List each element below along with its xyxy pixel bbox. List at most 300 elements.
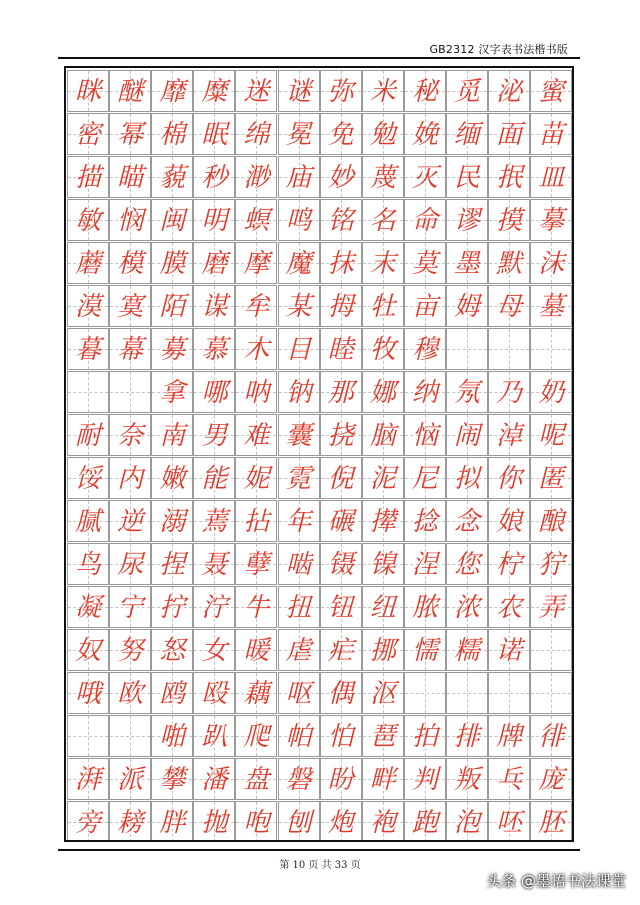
character: 蔑 bbox=[369, 163, 396, 193]
grid-cell bbox=[109, 457, 151, 499]
grid-cell bbox=[404, 801, 446, 842]
grid-cell bbox=[446, 113, 488, 155]
grid-cell bbox=[151, 242, 193, 284]
grid-cell bbox=[278, 672, 320, 714]
character: 殴 bbox=[201, 679, 228, 709]
watermark: 头条 @墨语书法课堂 bbox=[486, 872, 626, 890]
character: 泡 bbox=[453, 808, 480, 838]
character: 谬 bbox=[453, 206, 480, 236]
character: 旁 bbox=[75, 808, 102, 838]
character: 秘 bbox=[411, 77, 438, 107]
character: 胖 bbox=[159, 808, 186, 838]
character: 糯 bbox=[453, 636, 480, 666]
character: 某 bbox=[285, 292, 312, 322]
grid-cell bbox=[67, 457, 109, 499]
grid-cell bbox=[446, 371, 488, 413]
grid-cell bbox=[151, 285, 193, 327]
cell-guide-vertical bbox=[467, 673, 468, 713]
grid-cell bbox=[67, 70, 109, 112]
grid-cell bbox=[362, 328, 404, 370]
grid-cell bbox=[320, 500, 362, 542]
grid-cell bbox=[193, 500, 235, 542]
cell-guide-vertical bbox=[130, 372, 131, 412]
character: 拇 bbox=[327, 292, 354, 322]
grid-cell bbox=[235, 113, 277, 155]
grid-cell bbox=[320, 70, 362, 112]
grid-cell bbox=[151, 199, 193, 241]
cell-guide-vertical bbox=[509, 329, 510, 369]
grid-cell bbox=[488, 199, 530, 241]
character: 睦 bbox=[327, 335, 354, 365]
character: 捻 bbox=[411, 507, 438, 537]
grid-cell bbox=[109, 242, 151, 284]
character: 磨 bbox=[201, 249, 228, 279]
grid-cell bbox=[362, 242, 404, 284]
character: 努 bbox=[117, 636, 144, 666]
character: 谜 bbox=[285, 77, 312, 107]
grid-cell bbox=[193, 457, 235, 499]
grid-cell bbox=[362, 500, 404, 542]
character: 默 bbox=[496, 249, 523, 279]
character: 爬 bbox=[243, 722, 270, 752]
grid-cell bbox=[320, 156, 362, 198]
character: 钠 bbox=[285, 378, 312, 408]
character: 迷 bbox=[243, 77, 270, 107]
grid-cell bbox=[446, 672, 488, 714]
character: 抿 bbox=[496, 163, 523, 193]
character: 摹 bbox=[538, 206, 565, 236]
grid-cell bbox=[446, 328, 488, 370]
grid-cell bbox=[320, 242, 362, 284]
character: 尿 bbox=[117, 550, 144, 580]
character: 莫 bbox=[411, 249, 438, 279]
grid-cell bbox=[488, 285, 530, 327]
character: 皿 bbox=[538, 163, 565, 193]
grid-cell bbox=[320, 414, 362, 456]
grid-cell bbox=[109, 328, 151, 370]
character: 亩 bbox=[411, 292, 438, 322]
grid-cell bbox=[109, 285, 151, 327]
grid-cell bbox=[151, 414, 193, 456]
grid-cell bbox=[109, 629, 151, 671]
grid-cell bbox=[404, 199, 446, 241]
grid-cell bbox=[67, 629, 109, 671]
character: 描 bbox=[75, 163, 102, 193]
grid-cell bbox=[320, 457, 362, 499]
grid-cell bbox=[193, 328, 235, 370]
grid-cell bbox=[530, 500, 572, 542]
character: 漠 bbox=[75, 292, 102, 322]
character: 牌 bbox=[496, 722, 523, 752]
character: 穆 bbox=[411, 335, 438, 365]
character: 炮 bbox=[327, 808, 354, 838]
grid-cell bbox=[362, 199, 404, 241]
character: 孽 bbox=[243, 550, 270, 580]
grid-cell bbox=[488, 758, 530, 800]
grid-cell bbox=[67, 543, 109, 585]
grid-cell bbox=[235, 242, 277, 284]
character: 排 bbox=[453, 722, 480, 752]
character: 免 bbox=[327, 120, 354, 150]
grid-cell bbox=[320, 801, 362, 842]
grid-cell bbox=[151, 500, 193, 542]
character: 泥 bbox=[369, 464, 396, 494]
grid-cell bbox=[235, 629, 277, 671]
character: 慕 bbox=[201, 335, 228, 365]
character: 铭 bbox=[327, 206, 354, 236]
cell-guide-vertical bbox=[467, 329, 468, 369]
grid-cell bbox=[530, 199, 572, 241]
character: 乓 bbox=[496, 765, 523, 795]
grid-cell bbox=[488, 156, 530, 198]
header-title: GB2312 汉字表书法楷书版 bbox=[429, 43, 568, 56]
character: 民 bbox=[453, 163, 480, 193]
character: 摸 bbox=[496, 206, 523, 236]
grid-cell bbox=[151, 328, 193, 370]
character: 聂 bbox=[201, 550, 228, 580]
grid-cell bbox=[362, 629, 404, 671]
character: 泞 bbox=[201, 593, 228, 623]
character: 磐 bbox=[285, 765, 312, 795]
character: 疟 bbox=[327, 636, 354, 666]
character: 勉 bbox=[369, 120, 396, 150]
character: 闹 bbox=[453, 421, 480, 451]
grid-cell bbox=[235, 199, 277, 241]
grid-cell bbox=[404, 629, 446, 671]
character: 暮 bbox=[75, 335, 102, 365]
character: 叛 bbox=[453, 765, 480, 795]
grid-cell bbox=[362, 543, 404, 585]
character: 拈 bbox=[243, 507, 270, 537]
grid-cell bbox=[362, 113, 404, 155]
character: 匿 bbox=[538, 464, 565, 494]
character: 悯 bbox=[117, 206, 144, 236]
character: 馁 bbox=[75, 464, 102, 494]
character: 蜜 bbox=[538, 77, 565, 107]
grid-cell bbox=[404, 285, 446, 327]
character: 魔 bbox=[285, 249, 312, 279]
character: 趴 bbox=[201, 722, 228, 752]
character: 醚 bbox=[117, 77, 144, 107]
grid-cell bbox=[530, 70, 572, 112]
character: 墓 bbox=[538, 292, 565, 322]
grid-cell bbox=[488, 715, 530, 757]
character: 酿 bbox=[538, 507, 565, 537]
grid-cell bbox=[193, 371, 235, 413]
character: 能 bbox=[201, 464, 228, 494]
character: 念 bbox=[453, 507, 480, 537]
grid-cell bbox=[193, 156, 235, 198]
grid-cell bbox=[151, 629, 193, 671]
grid-cell bbox=[320, 328, 362, 370]
grid-cell bbox=[404, 715, 446, 757]
grid-row bbox=[66, 199, 572, 241]
character: 抛 bbox=[201, 808, 228, 838]
character: 判 bbox=[411, 765, 438, 795]
grid-cell bbox=[109, 715, 151, 757]
grid-cell bbox=[320, 285, 362, 327]
character: 牛 bbox=[243, 593, 270, 623]
grid-row bbox=[66, 629, 572, 671]
grid-row bbox=[66, 672, 572, 714]
grid-cell bbox=[109, 70, 151, 112]
grid-cell bbox=[193, 629, 235, 671]
character: 闽 bbox=[159, 206, 186, 236]
grid-cell bbox=[235, 715, 277, 757]
grid-cell bbox=[235, 801, 277, 842]
grid-row bbox=[66, 500, 572, 542]
character: 宁 bbox=[117, 593, 144, 623]
character: 潘 bbox=[201, 765, 228, 795]
grid-cell bbox=[362, 414, 404, 456]
grid-cell bbox=[404, 414, 446, 456]
grid-cell bbox=[193, 758, 235, 800]
grid-cell bbox=[446, 70, 488, 112]
grid-cell bbox=[193, 113, 235, 155]
character: 鸣 bbox=[285, 206, 312, 236]
grid-cell bbox=[530, 586, 572, 628]
grid-cell bbox=[530, 113, 572, 155]
character: 奶 bbox=[538, 378, 565, 408]
grid-cell bbox=[320, 672, 362, 714]
character: 娘 bbox=[496, 507, 523, 537]
grid-cell bbox=[530, 156, 572, 198]
character: 攀 bbox=[159, 765, 186, 795]
grid-cell bbox=[488, 414, 530, 456]
character: 渺 bbox=[243, 163, 270, 193]
grid-cell bbox=[404, 156, 446, 198]
grid-cell bbox=[67, 801, 109, 842]
grid-cell bbox=[278, 371, 320, 413]
grid-cell bbox=[362, 285, 404, 327]
grid-cell bbox=[278, 414, 320, 456]
character: 诺 bbox=[496, 636, 523, 666]
grid-cell bbox=[362, 156, 404, 198]
character: 眯 bbox=[75, 77, 102, 107]
grid-row bbox=[66, 113, 572, 155]
grid-cell bbox=[67, 500, 109, 542]
grid-cell bbox=[530, 414, 572, 456]
grid-cell bbox=[320, 715, 362, 757]
character: 您 bbox=[453, 550, 480, 580]
grid-row bbox=[66, 70, 572, 112]
grid-cell bbox=[235, 457, 277, 499]
character: 密 bbox=[75, 120, 102, 150]
header-rule bbox=[58, 57, 580, 59]
character: 啪 bbox=[159, 722, 186, 752]
grid-cell bbox=[320, 629, 362, 671]
character: 拿 bbox=[159, 378, 186, 408]
grid-cell bbox=[235, 758, 277, 800]
character: 秒 bbox=[201, 163, 228, 193]
grid-cell bbox=[446, 414, 488, 456]
grid-cell bbox=[488, 629, 530, 671]
character: 咆 bbox=[243, 808, 270, 838]
character: 帕 bbox=[285, 722, 312, 752]
character: 灭 bbox=[411, 163, 438, 193]
grid-cell bbox=[151, 156, 193, 198]
grid-cell bbox=[235, 371, 277, 413]
grid-cell bbox=[320, 199, 362, 241]
character: 碾 bbox=[327, 507, 354, 537]
grid-cell bbox=[362, 801, 404, 842]
grid-cell bbox=[67, 672, 109, 714]
cell-guide-vertical bbox=[551, 630, 552, 670]
character: 啮 bbox=[285, 550, 312, 580]
character: 尼 bbox=[411, 464, 438, 494]
character: 钮 bbox=[327, 593, 354, 623]
grid-row bbox=[66, 285, 572, 327]
grid-cell bbox=[530, 715, 572, 757]
grid-row bbox=[66, 414, 572, 456]
character: 淖 bbox=[496, 421, 523, 451]
grid-row bbox=[66, 371, 572, 413]
grid-cell bbox=[235, 285, 277, 327]
character: 盼 bbox=[327, 765, 354, 795]
character: 靡 bbox=[159, 77, 186, 107]
grid-cell bbox=[404, 242, 446, 284]
character: 蔫 bbox=[201, 507, 228, 537]
grid-cell bbox=[278, 113, 320, 155]
grid-cell bbox=[67, 156, 109, 198]
grid-cell bbox=[530, 801, 572, 842]
character: 怒 bbox=[159, 636, 186, 666]
grid-cell bbox=[151, 758, 193, 800]
grid-cell bbox=[193, 715, 235, 757]
grid-cell bbox=[151, 672, 193, 714]
grid-cell bbox=[278, 586, 320, 628]
grid-cell bbox=[193, 70, 235, 112]
character: 墨 bbox=[453, 249, 480, 279]
grid-cell bbox=[404, 543, 446, 585]
grid-cell bbox=[67, 242, 109, 284]
grid-cell bbox=[530, 672, 572, 714]
grid-cell bbox=[151, 70, 193, 112]
grid-cell bbox=[404, 371, 446, 413]
character: 命 bbox=[411, 206, 438, 236]
grid-cell bbox=[278, 715, 320, 757]
grid-cell bbox=[193, 672, 235, 714]
character: 螟 bbox=[243, 206, 270, 236]
grid-cell bbox=[446, 715, 488, 757]
character: 苗 bbox=[538, 120, 565, 150]
character: 扭 bbox=[285, 593, 312, 623]
grid-cell bbox=[67, 285, 109, 327]
character: 怕 bbox=[327, 722, 354, 752]
grid-cell bbox=[278, 285, 320, 327]
character: 恼 bbox=[411, 421, 438, 451]
grid-cell bbox=[235, 328, 277, 370]
grid-cell bbox=[67, 113, 109, 155]
character: 虐 bbox=[285, 636, 312, 666]
character: 娜 bbox=[369, 378, 396, 408]
character: 胚 bbox=[538, 808, 565, 838]
character: 囊 bbox=[285, 421, 312, 451]
character: 抹 bbox=[327, 249, 354, 279]
cell-guide-vertical bbox=[551, 329, 552, 369]
character: 欧 bbox=[117, 679, 144, 709]
character-grid bbox=[64, 66, 574, 842]
grid-cell bbox=[278, 500, 320, 542]
grid-row bbox=[66, 715, 572, 757]
character: 懦 bbox=[411, 636, 438, 666]
character: 藕 bbox=[243, 679, 270, 709]
grid-cell bbox=[193, 801, 235, 842]
grid-cell bbox=[151, 543, 193, 585]
grid-cell bbox=[446, 500, 488, 542]
grid-cell bbox=[235, 586, 277, 628]
character: 木 bbox=[243, 335, 270, 365]
grid-cell bbox=[488, 801, 530, 842]
character: 鸟 bbox=[75, 550, 102, 580]
grid-cell bbox=[488, 113, 530, 155]
character: 那 bbox=[327, 378, 354, 408]
grid-cell bbox=[362, 457, 404, 499]
grid-cell bbox=[278, 328, 320, 370]
character: 纽 bbox=[369, 593, 396, 623]
character: 幂 bbox=[117, 120, 144, 150]
grid-cell bbox=[488, 457, 530, 499]
cell-guide-vertical bbox=[509, 673, 510, 713]
character: 柠 bbox=[496, 550, 523, 580]
grid-cell bbox=[320, 758, 362, 800]
character: 脓 bbox=[411, 593, 438, 623]
character: 陌 bbox=[159, 292, 186, 322]
grid-cell bbox=[67, 586, 109, 628]
character: 溺 bbox=[159, 507, 186, 537]
grid-cell bbox=[109, 801, 151, 842]
cell-guide-vertical bbox=[130, 716, 131, 756]
grid-cell bbox=[278, 199, 320, 241]
grid-row bbox=[66, 758, 572, 800]
grid-cell bbox=[488, 586, 530, 628]
character: 膜 bbox=[159, 249, 186, 279]
character: 你 bbox=[496, 464, 523, 494]
grid-cell bbox=[235, 156, 277, 198]
character: 藐 bbox=[159, 163, 186, 193]
grid-cell bbox=[109, 371, 151, 413]
character: 幕 bbox=[117, 335, 144, 365]
character: 谋 bbox=[201, 292, 228, 322]
grid-cell bbox=[404, 672, 446, 714]
character: 妮 bbox=[243, 464, 270, 494]
character: 弥 bbox=[327, 77, 354, 107]
grid-cell bbox=[235, 543, 277, 585]
grid-cell bbox=[488, 672, 530, 714]
grid-cell bbox=[278, 629, 320, 671]
grid-cell bbox=[446, 586, 488, 628]
grid-row bbox=[66, 543, 572, 585]
grid-cell bbox=[67, 328, 109, 370]
character: 哪 bbox=[201, 378, 228, 408]
grid-cell bbox=[109, 758, 151, 800]
character: 棉 bbox=[159, 120, 186, 150]
grid-cell bbox=[109, 156, 151, 198]
character: 呸 bbox=[496, 808, 523, 838]
grid-cell bbox=[446, 758, 488, 800]
character: 乃 bbox=[496, 378, 523, 408]
grid-cell bbox=[530, 629, 572, 671]
cell-guide-vertical bbox=[551, 673, 552, 713]
grid-cell bbox=[362, 371, 404, 413]
grid-cell bbox=[278, 156, 320, 198]
character: 狞 bbox=[538, 550, 565, 580]
character: 奈 bbox=[117, 421, 144, 451]
grid-cell bbox=[278, 543, 320, 585]
grid-cell bbox=[488, 328, 530, 370]
character: 瞄 bbox=[117, 163, 144, 193]
character: 哦 bbox=[75, 679, 102, 709]
